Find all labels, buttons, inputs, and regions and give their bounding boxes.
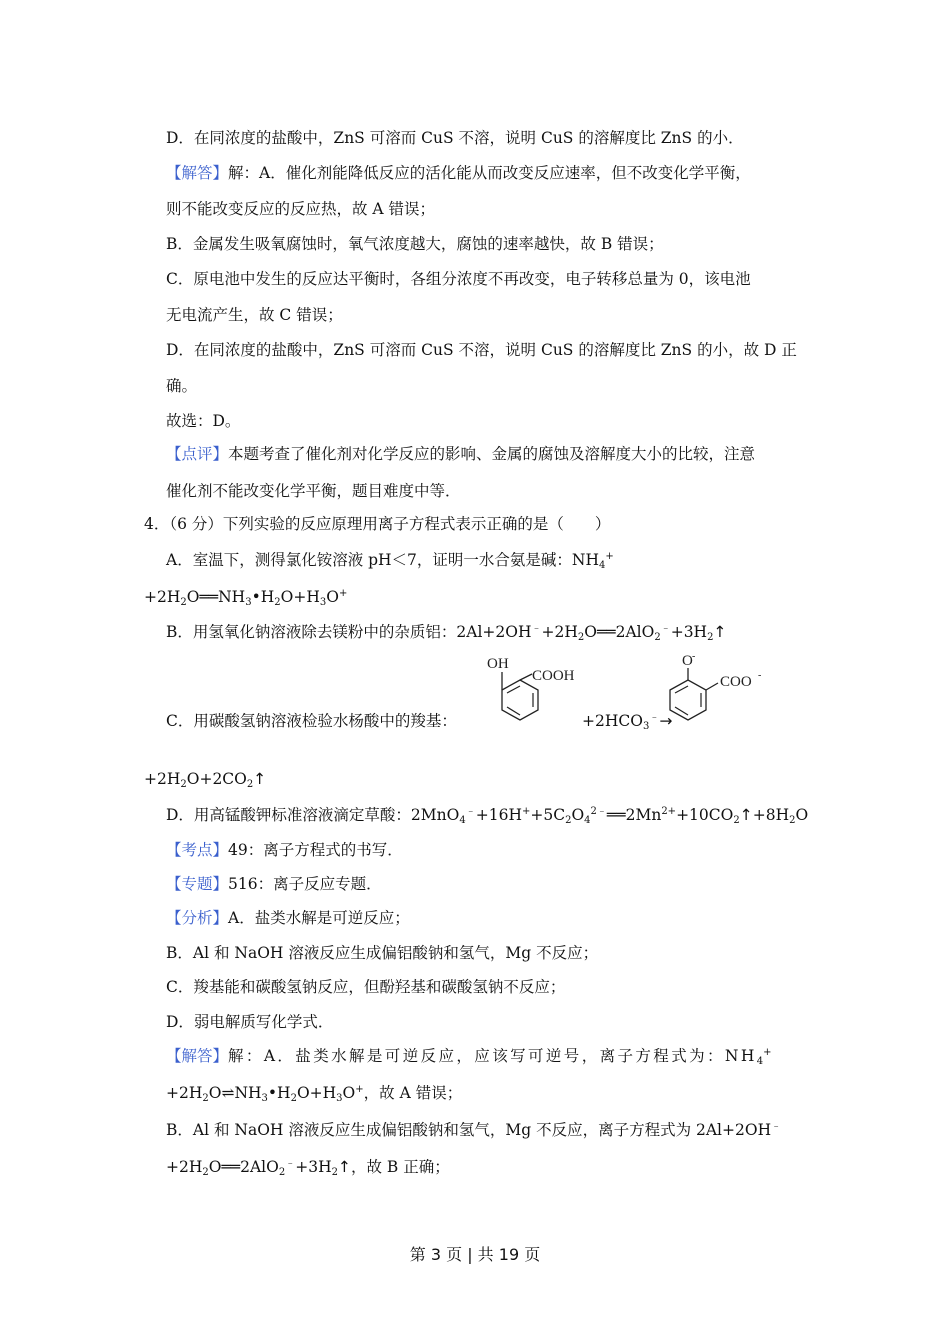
solution-b-equation: $+2H_2O══2AlO_2^﹣+3H_2↑$，故 B 正确；	[166, 1158, 450, 1178]
analysis-tag: 【分析】	[166, 909, 229, 927]
answer-line-c: C．原电池中发生的反应达平衡时，各组分浓度不再改变，电子转移总量为 0，该电池	[166, 270, 751, 288]
answer-line: 【解答】解：A．催化剂能降低反应的活化能从而改变反应速率，但不改变化学平衡，	[166, 164, 751, 182]
option-b: B．用氢氧化钠溶液除去镁粉中的杂质铝：$2Al+2OH^﹣+2H_2O══2AlO_2^﹣+3H_2↑$	[166, 623, 727, 643]
page-footer: 第 3 页 | 共 19 页	[409, 1245, 541, 1264]
svg-text:-: -	[758, 670, 762, 681]
analysis: 【分析】A．盐类水解是可逆反应；	[166, 909, 410, 927]
option-c-equation: $+2H_2O+2CO_2↑$	[144, 770, 267, 790]
answer-line-d2: 确。	[166, 377, 198, 395]
option-a-equation: $+2H_2O══NH_3•H_2O+H_3O^+$	[144, 588, 348, 608]
hydroxyl-label: OH	[487, 656, 509, 672]
salicylic-acid-structure	[474, 650, 584, 730]
comment-line: 【点评】本题考查了催化剂对化学反应的影响、金属的腐蚀及溶解度大小的比较，注意	[166, 445, 756, 463]
carboxylate-label: COO	[720, 674, 752, 690]
answer-line-2: 则不能改变反应的反应热，故 A 错误；	[166, 200, 436, 218]
analysis-b: B．Al 和 NaOH 溶液反应生成偏铝酸钠和氢气，Mg 不反应；	[166, 944, 599, 962]
answer-choice: 故选：D。	[166, 412, 241, 430]
carboxyl-label: COOH	[532, 668, 575, 684]
answer-line-d: D．在同浓度的盐酸中，ZnS 可溶而 CuS 不溶，说明 CuS 的溶解度比 ZnS 的小，故 D 正	[166, 341, 797, 359]
knowledge-point: 【考点】49：离子方程式的书写．	[166, 841, 403, 859]
solution-tag: 【解答】	[166, 1047, 229, 1065]
option-d: D．用高锰酸钾标准溶液滴定草酸：$2MnO_4^﹣+16H^++5C_2O_4^{2﹣}══2Mn^{2+}+10CO_2↑+8H_2O$	[166, 806, 809, 826]
option-c-reagent: $+2HCO_3^﹣\to$	[582, 712, 673, 732]
comment-line-2: 催化剂不能改变化学平衡，题目难度中等．	[166, 482, 461, 500]
solution-b: B．Al 和 NaOH 溶液反应生成偏铝酸钠和氢气，Mg 不反应，离子方程式为 2Al+2OH﹣	[166, 1121, 782, 1139]
comment-tag: 【点评】	[166, 445, 229, 463]
option-a: A．室温下，测得氯化铵溶液 pH＜7，证明一水合氨是碱：$NH_4^+$	[166, 551, 614, 571]
answer-tag: 【解答】	[166, 164, 229, 182]
answer-line-c2: 无电流产生，故 C 错误；	[166, 306, 343, 324]
solution-a-equation: $+2H_2O\rightleftharpoons NH_3•H_2O+H_3O^+$，故 A 错误；	[166, 1084, 463, 1104]
svg-text:-: -	[692, 651, 696, 662]
topic: 【专题】516：离子反应专题．	[166, 875, 382, 893]
phenoxide-label: O	[682, 653, 693, 669]
option-c: C．用碳酸氢钠溶液检验水杨酸中的羧基：	[166, 712, 457, 730]
line-d-option: D．在同浓度的盐酸中，ZnS 可溶而 CuS 不溶，说明 CuS 的溶解度比 ZnS 的小．	[166, 129, 744, 147]
salicylate-structure	[660, 650, 770, 730]
analysis-d: D．弱电解质写化学式．	[166, 1013, 334, 1031]
topic-tag: 【专题】	[166, 875, 229, 893]
knowledge-tag: 【考点】	[166, 841, 229, 859]
answer-line-b: B．金属发生吸氧腐蚀时，氧气浓度越大，腐蚀的速率越快，故 B 错误；	[166, 235, 664, 253]
analysis-c: C．羧基能和碳酸氢钠反应，但酚羟基和碳酸氢钠不反应；	[166, 978, 566, 996]
solution-a: 【解答】解：A．盐类水解是可逆反应，应该写可逆号，离子方程式为：$NH_4^+$	[166, 1047, 772, 1067]
question-4-stem: 4．（6 分）下列实验的反应原理用离子方程式表示正确的是（ ）	[144, 515, 611, 533]
